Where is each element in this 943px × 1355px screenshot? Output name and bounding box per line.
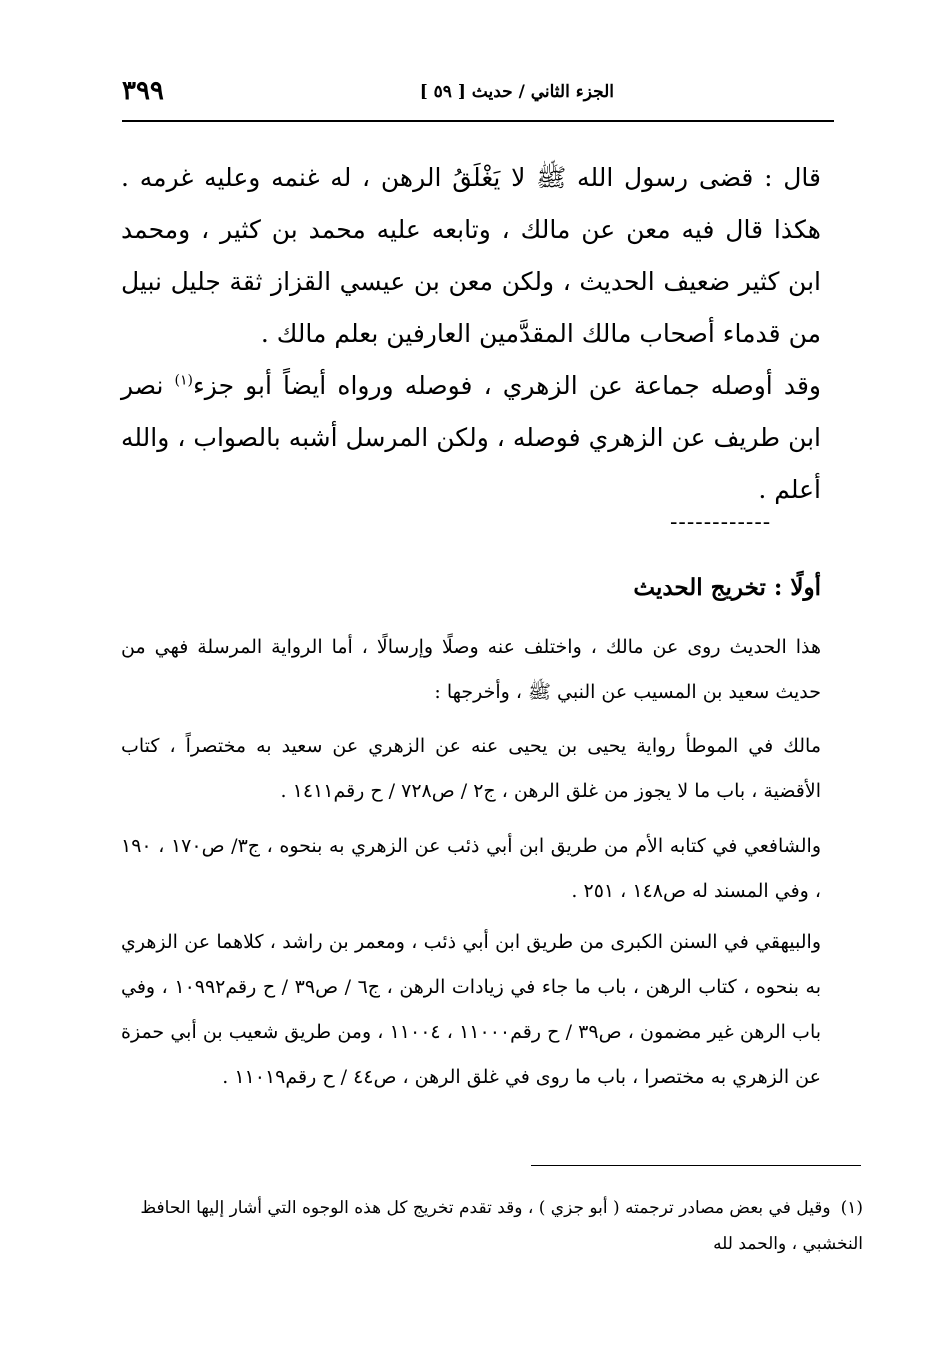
- page-header: [122, 76, 834, 112]
- footnote-number: (١): [840, 1198, 863, 1218]
- footnote-text: وقيل في بعض مصادر ترجمته ( أبو جزي ) ، وقد تقدم تخريج كل هذه الوجوه التي أشار إليها الحافظ النخشبي ، والحمد لله: [140, 1198, 863, 1254]
- footnote-rule: [531, 1165, 861, 1166]
- header-rule: [122, 120, 834, 122]
- footnote-reference: (١): [174, 372, 194, 389]
- body-paragraph-2-end: نصر ابن طريف عن الزهري فوصله ، ولكن المرسل أشبه بالصواب ، والله أعلم .: [121, 371, 821, 504]
- body-paragraph-2: [121, 360, 821, 516]
- section-paragraph-1: هذا الحديث روى عن مالك ، واختلف عنه وصلًا وإرسالًا ، أما الرواية المرسلة فهي من حديث سعيد بن المسيب عن النبي ﷺ ، وأخرجها :: [121, 636, 821, 703]
- section-paragraph-3: والشافعي في كتابه الأم من طريق ابن أبي ذئب عن الزهري به بنحوه ، ج٣/ ص١٧٠ ، ١٩٠ ، وفي المسند له ص١٤٨ ، ٢٥١ .: [121, 835, 821, 902]
- section-paragraph-4: والبيهقي في السنن الكبرى من طريق ابن أبي ذئب ، ومعمر بن راشد ، كلاهما عن الزهري به بنحوه ، كتاب الرهن ، باب ما جاء في زيادات الرهن ، ج٦ / ص٣٩ / ح رقم١٠٩٩٢ ، وفي باب الرهن غير مضمون ، ص٣٩ / ح رقم١١٠٠٠ ، ١١٠٠٤ ، ومن طريق شعيب بن أبي حمزة عن الزهري به مختصرا ، باب ما روى في غلق الرهن ، ص٤٤ / ح رقم١١٠١٩ .: [121, 931, 822, 1088]
- footnote: [123, 1190, 863, 1262]
- running-title: الجزء الثاني / حديث [ ٥٩ ]: [419, 82, 614, 102]
- separator-dashes: ------------: [670, 510, 772, 535]
- page-number: ٣٩٩: [122, 76, 164, 106]
- section-paragraph-2: مالك في الموطأ رواية يحيى بن يحيى عنه عن الزهري عن سعيد به مختصراً ، كتاب الأقضية ، باب ما لا يجوز من غلق الرهن ، ج٢ / ص٧٢٨ / ح رقم١٤١١ .: [121, 735, 821, 802]
- body-paragraph-1: قال : قضى رسول الله ﷺ لا يَغْلَقُ الرهن ، له غنمه وعليه غرمه . هكذا قال فيه معن عن مالك ، وتابعه عليه محمد بن كثير ، ومحمد ابن كثير ضعيف الحديث ، ولكن معن بن عيسي القزاز ثقة جليل نبيل من قدماء أصحاب مالك المقدَّمين العارفين بعلم مالك .: [121, 163, 821, 348]
- body-paragraph-2-start: وقد أوصله جماعة عن الزهري ، فوصله ورواه أيضاً أبو جزء: [193, 371, 821, 400]
- section-title: أولًا : تخريج الحديث: [633, 574, 821, 601]
